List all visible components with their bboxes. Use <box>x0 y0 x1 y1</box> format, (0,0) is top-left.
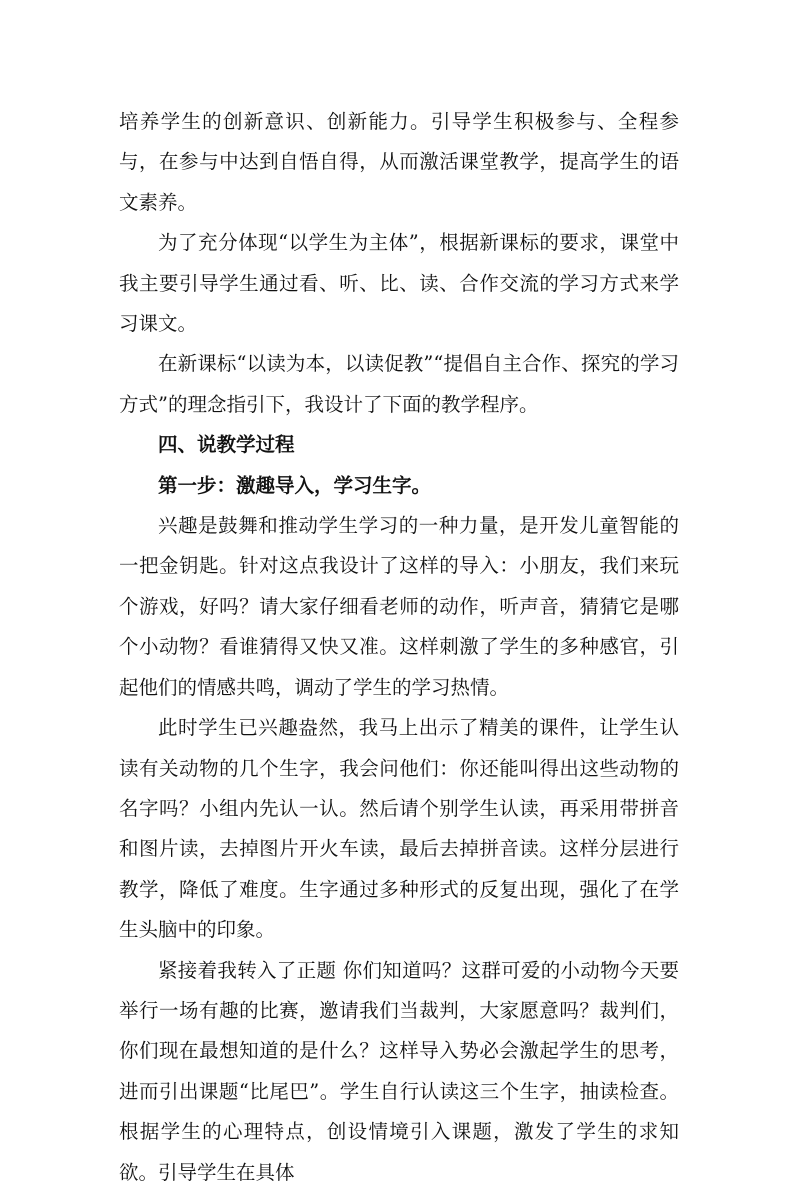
paragraph-1: 培养学生的创新意识、创新能力。引导学生积极参与、全程参与，在参与中达到自悟自得，从而激活课堂教学，提高学生的语文素养。 <box>119 110 679 214</box>
paragraph-6: 紧接着我转入了正题 你们知道吗？这群可爱的小动物今天要举行一场有趣的比赛，邀请我们当裁判，大家愿意吗？裁判们，你们现在最想知道的是什么？这样导入势必会激起学生的思考，进而引出课题“比尾巴”。学生自行认读这三个生字，抽读检查。根据学生的心理特点，创设情境引入课题，激发了学生的求知欲。引导学生在具体 <box>119 958 679 1184</box>
step-heading: 第一步：激趣导入，学习生字。 <box>158 473 432 497</box>
paragraph-4: 兴趣是鼓舞和推动学生学习的一种力量，是开发儿童智能的一把金钥匙。针对这点我设计了这样的导入：小朋友，我们来玩个游戏，好吗？请大家仔细看老师的动作，听声音，猜猜它是哪个小动物？看谁猜得又快又准。这样刺激了学生的多种感官，引起他们的情感共鸣，调动了学生的学习热情。 <box>119 514 679 699</box>
paragraph-5: 此时学生已兴趣盎然，我马上出示了精美的课件，让学生认读有关动物的几个生字，我会问他们：你还能叫得出这些动物的名字吗？小组内先认一认。然后请个别学生认读，再采用带拼音和图片读，去掉图片开火车读，最后去掉拼音读。这样分层进行教学，降低了难度。生字通过多种形式的反复出现，强化了在学生头脑中的印象。 <box>119 716 679 942</box>
paragraph-3: 在新课标“以读为本，以读促教”“提倡自主合作、探究的学习方式”的理念指引下，我设计了下面的教学程序。 <box>119 352 679 416</box>
document-body <box>119 102 679 1193</box>
section-heading: 四、说教学过程 <box>158 433 295 457</box>
paragraph-2: 为了充分体现“以学生为主体”，根据新课标的要求，课堂中我主要引导学生通过看、听、比、读、合作交流的学习方式来学习课文。 <box>119 231 679 336</box>
